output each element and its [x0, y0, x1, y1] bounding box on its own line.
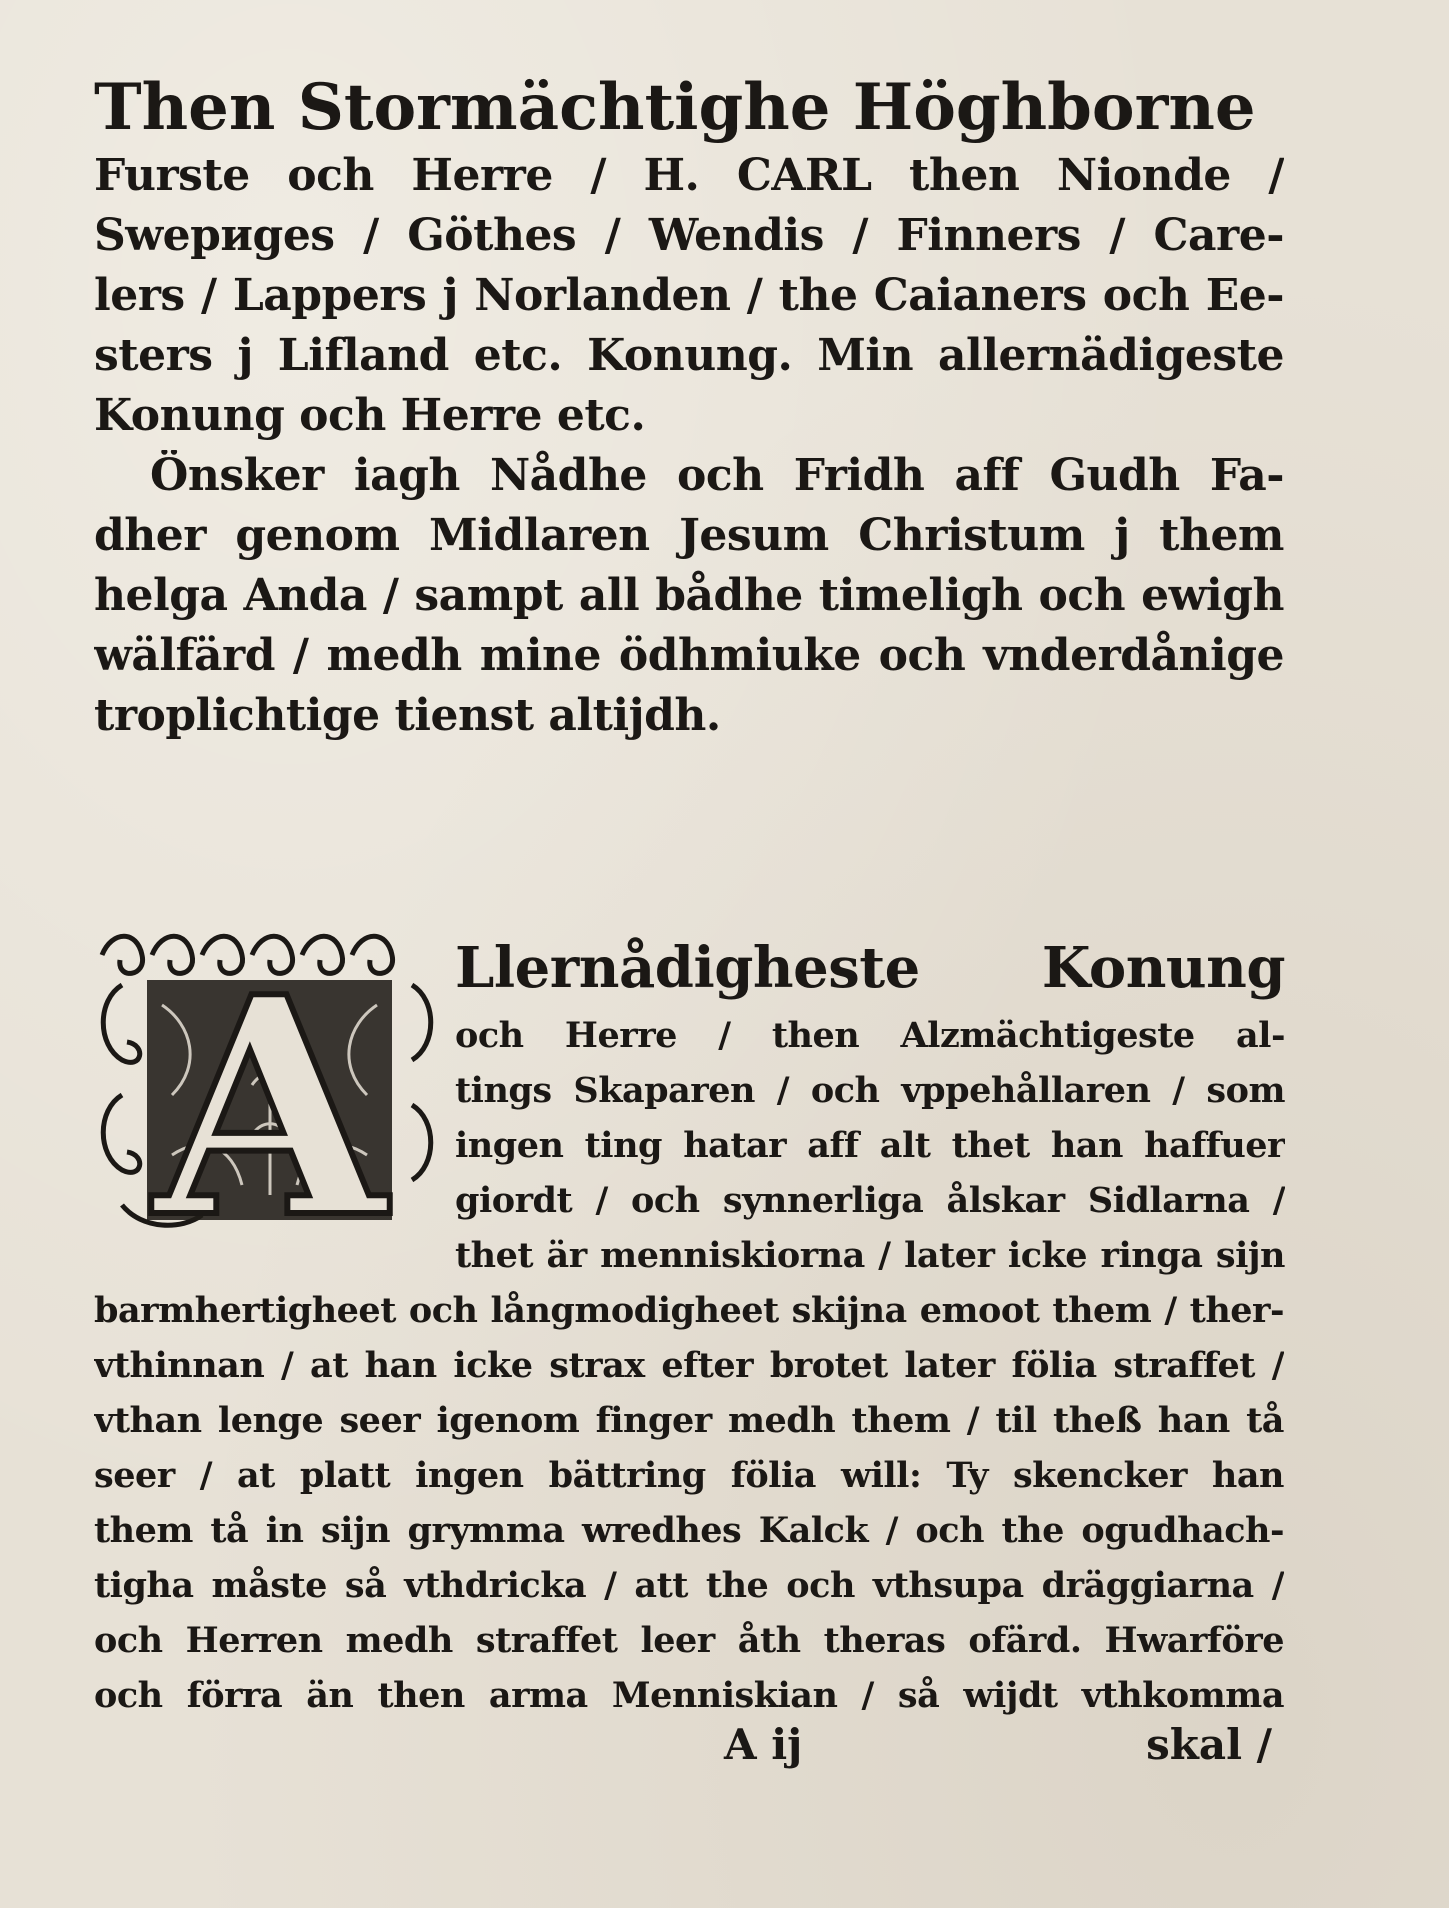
greeting-line-4: wälfärd / medh mine ödhmiuke och vnderdånige [94, 630, 1284, 681]
initial-letter: A [153, 931, 387, 1255]
signature-mark: A ij [724, 1720, 803, 1769]
greeting-line-3: helga Anda / sampt all bådhe timeligh och ewigh [94, 570, 1284, 621]
body-line-6: thet är menniskiorna / later icke ringa sijn [455, 1235, 1285, 1276]
body-line-8: vthinnan / at han icke strax efter brotet later fölia straffet / [94, 1345, 1284, 1386]
body-line-12: tigha måste så vthdricka / att the och vthsupa dräggiarna / [94, 1565, 1284, 1606]
body-line-9: vthan lenge seer igenom finger medh them / til theß han tå [94, 1400, 1284, 1441]
body-line-3: tings Skaparen / och vppehållaren / som [455, 1070, 1285, 1111]
heading-line-3: Swериges / Göthes / Wendis / Finners / Care- [94, 210, 1284, 261]
initial-ornament-icon [92, 925, 444, 1255]
body-line-7: barmhertigheet och långmodigheet skijna emoot them / ther- [94, 1290, 1284, 1331]
body-line-5: giordt / och synnerliga ålskar Sidlarna / [455, 1180, 1285, 1221]
decorated-initial [92, 925, 444, 1255]
greeting-line-2: dher genom Midlaren Jesum Christum j them [94, 510, 1284, 561]
body-line-13: och Herren medh straffet leer åth theras ofärd. Hwarföre [94, 1620, 1284, 1661]
greeting-line-1: Önsker iagh Nådhe och Fridh aff Gudh Fa- [150, 450, 1284, 501]
heading-line-6: Konung och Herre etc. [94, 390, 646, 441]
body-line-11: them tå in sijn grymma wredhes Kalck / och the ogudhach- [94, 1510, 1284, 1551]
body-line-4: ingen ting hatar aff alt thet han haffuer [455, 1125, 1285, 1166]
greeting-line-5: troplichtige tienst altijdh. [94, 690, 721, 741]
body-line-14: och förra än then arma Menniskian / så wijdt vthkomma [94, 1675, 1284, 1716]
heading-line-2: Furste och Herre / H. CARL then Nionde / [94, 150, 1284, 201]
body-line-2: och Herre / then Alzmächtigeste al- [455, 1015, 1285, 1056]
heading-line-4: lers / Lappers j Norlanden / the Caianers och Ee- [94, 270, 1284, 321]
body-line-10: seer / at platt ingen bättring fölia will: Ty skencker han [94, 1455, 1284, 1496]
heading-line-5: sters j Lifland etc. Konung. Min allernädigeste [94, 330, 1284, 381]
catchword: skal / [1146, 1720, 1272, 1769]
body-line-1: Llernådigheste Konung [455, 935, 1285, 1001]
page-footer [94, 1720, 1284, 1780]
heading-line-1: Then Stormächtighe Höghborne [94, 70, 1256, 145]
